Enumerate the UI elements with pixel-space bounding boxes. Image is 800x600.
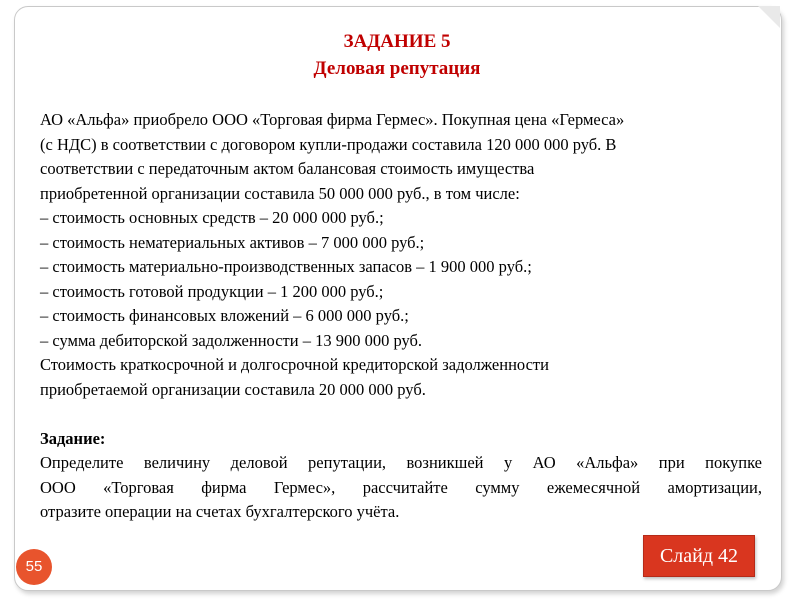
assignment-label: Задание: [40,428,106,448]
problem-line: – стоимость готовой продукции – 1 200 000 руб.; [40,281,384,301]
problem-line: приобретаемой организации составила 20 000 000 руб. [40,379,426,399]
assignment-line: Определите величину деловой репутации, возникшей у АО «Альфа» при покупке [40,453,762,472]
problem-line: – стоимость нематериальных активов – 7 000 000 руб.; [40,232,425,252]
problem-line: АО «Альфа» приобрело ООО «Торговая фирма Гермес». Покупная цена «Гермеса» [40,110,625,129]
task-title: ЗАДАНИЕ 5 [343,31,451,52]
problem-line: – стоимость основных средств – 20 000 000 руб.; [40,208,384,227]
page-corner-fold [758,6,780,28]
problem-line: – сумма дебиторской задолженности – 13 900 000 руб. [40,330,423,350]
task-subtitle: Деловая репутация [313,58,481,79]
problem-line: – стоимость финансовых вложений – 6 000 000 руб.; [40,306,409,325]
problem-line: Стоимость краткосрочной и долгосрочной кредиторской задолженности [40,355,549,374]
slide-link-button[interactable]: Слайд 42 [643,535,755,577]
assignment-line: отразите операции на счетах бухгалтерского учёта. [40,502,400,521]
problem-line: приобретенной организации составила 50 000 000 руб., в том числе: [40,183,520,203]
task-body [40,108,762,525]
problem-line: – стоимость материально-производственных запасов – 1 900 000 руб.; [40,257,532,276]
problem-line: (с НДС) в соответствии с договором купли-продажи составила 120 000 000 руб. В [40,134,617,154]
problem-line: соответствии с передаточным актом балансовая стоимость имущества [40,159,535,178]
paragraph-gap [40,402,762,427]
assignment-line: ООО «Торговая фирма Гермес», рассчитайте сумму ежемесячной амортизации, [40,477,762,497]
page-number-badge: 55 [16,549,52,585]
